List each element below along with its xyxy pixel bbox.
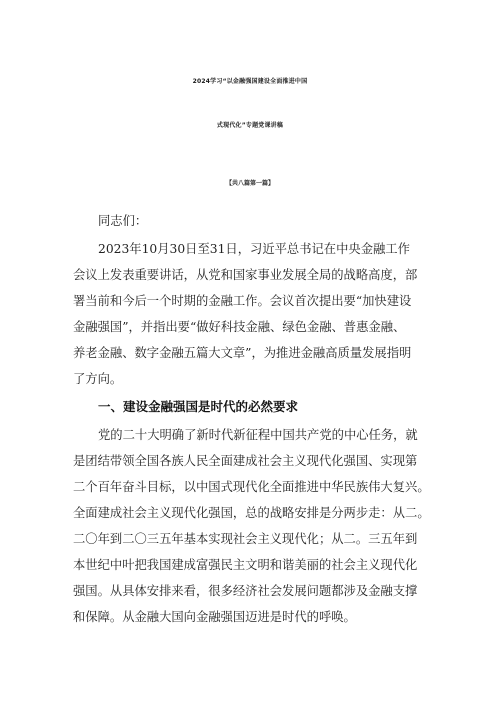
title-line-2: 式现代化”专题党课讲稿 <box>216 122 284 129</box>
paragraph-line: 和保障。从金融大国向金融强国迈进是时代的呼唤。 <box>73 610 356 624</box>
paragraph-line: 全面建成社会主义现代化强国，总的战略安排是分两步走：从二。 <box>73 506 430 520</box>
paragraph-line: 二〇年到二〇三五年基本实现社会主义现代化；从二。三五年到 <box>73 532 418 546</box>
paragraph-line: 了方向。 <box>73 372 123 386</box>
paragraph-line: 强国。从具体安排来看，很多经济社会发展问题都涉及金融支撑 <box>73 584 418 598</box>
paragraph-line: 2023年10月30日至31日，习近平总书记在中央金融工作 <box>98 242 410 256</box>
section-heading: 一、建设金融强国是时代的必然要求 <box>98 399 299 414</box>
paragraph-line: 是团结带领全国各族人民全面建成社会主义现代化强国、实现第 <box>73 454 418 468</box>
title-line-1: 2024学习“以金融强国建设全面推进中国 <box>192 78 308 85</box>
paragraph-line: 二个百年奋斗目标，以中国式现代化全面推进中华民族伟大复兴。 <box>73 480 430 494</box>
paragraph-line: 署当前和今后一个时期的金融工作。会议首次提出要“加快建设 <box>73 294 412 308</box>
subtitle: 【共八篇第一篇】 <box>225 180 274 187</box>
paragraph-line: 本世纪中叶把我国建成富强民主文明和谐美丽的社会主义现代化 <box>73 558 418 572</box>
paragraph-line: 养老金融、数字金融五篇大文章”，为推进金融高质量发展指明 <box>73 346 412 360</box>
greeting: 同志们： <box>98 214 148 228</box>
paragraph-line: 金融强国”，并指出要“做好科技金融、绿色金融、普惠金融、 <box>73 320 406 334</box>
paragraph-line: 党的二十大明确了新时代新征程中国共产党的中心任务，就 <box>98 428 418 442</box>
paragraph-line: 会议上发表重要讲话，从党和国家事业发展全局的战略高度，部 <box>73 268 418 282</box>
